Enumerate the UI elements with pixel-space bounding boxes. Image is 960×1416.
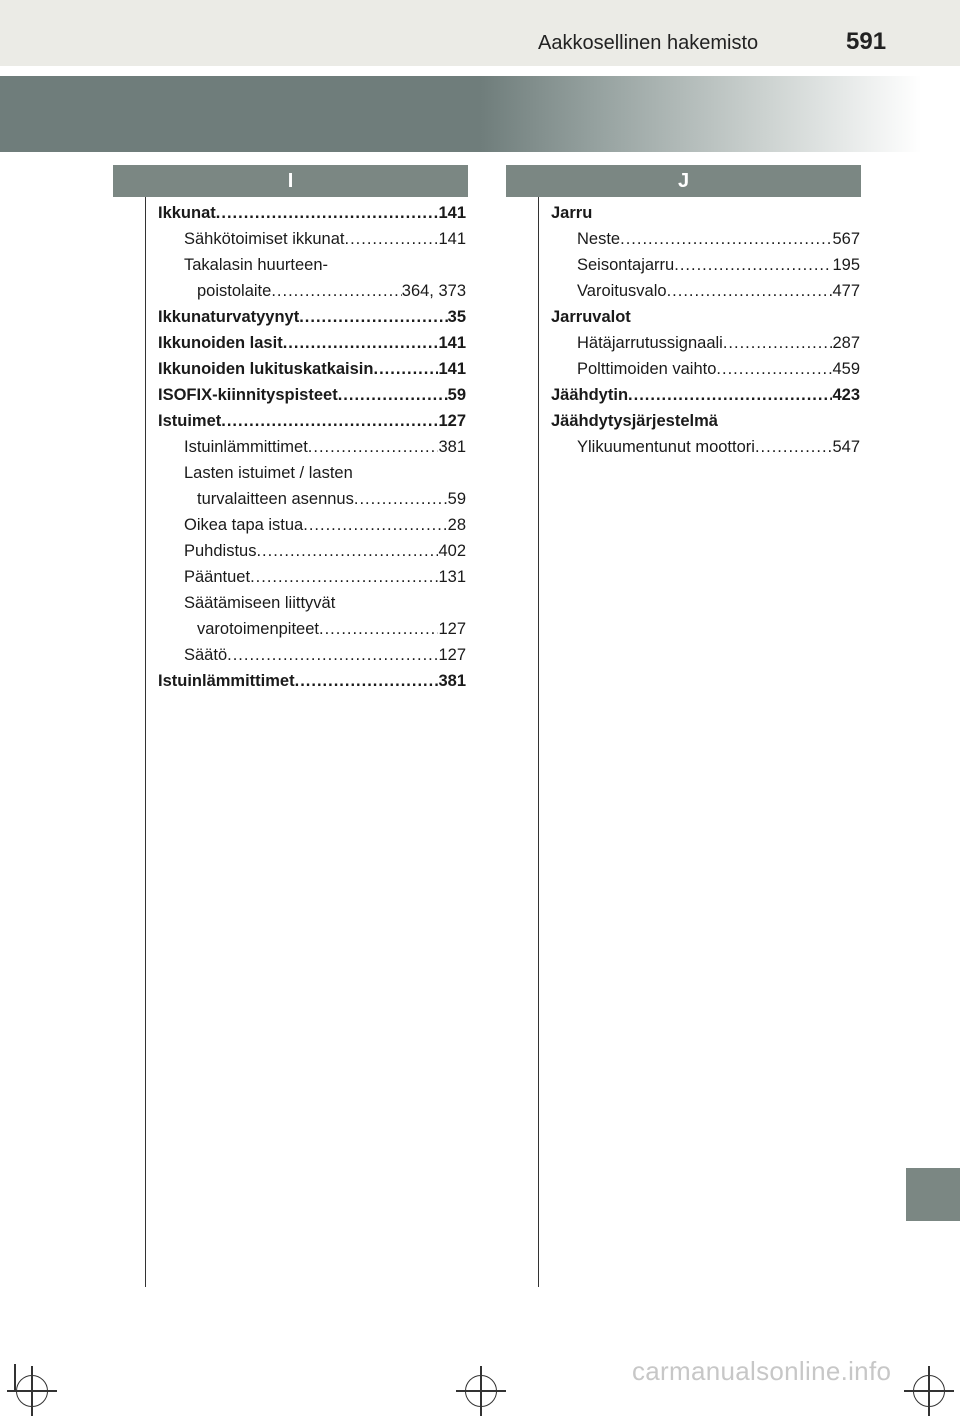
index-entry xyxy=(551,200,860,226)
dot-leader xyxy=(271,278,401,304)
index-page-ref: 28 xyxy=(447,516,466,534)
index-term: ISOFIX-kiinnityspisteet xyxy=(158,386,338,404)
index-page-ref: 59 xyxy=(447,490,466,508)
dot-leader xyxy=(345,226,439,252)
index-page-ref: 423 xyxy=(832,386,860,404)
column-rule-j xyxy=(538,197,539,1287)
index-entry xyxy=(158,382,466,408)
index-term: Takalasin huurteen- xyxy=(184,256,329,274)
index-entry xyxy=(158,278,466,304)
registration-mark-icon xyxy=(913,1375,945,1407)
page-number: 591 xyxy=(846,28,887,55)
index-entry xyxy=(158,434,466,460)
dot-leader xyxy=(216,200,439,226)
dot-leader xyxy=(256,538,438,564)
index-entry xyxy=(158,668,466,694)
index-term: Pääntuet xyxy=(184,568,251,586)
index-page-ref: 567 xyxy=(832,230,860,248)
index-term: turvalaitteen asennus xyxy=(197,490,354,508)
index-page-ref: 195 xyxy=(832,256,860,274)
index-page-ref: 141 xyxy=(438,334,466,352)
index-term: Jäähdytin xyxy=(551,386,629,404)
index-term: varotoimenpiteet xyxy=(197,620,319,638)
dot-leader xyxy=(283,330,439,356)
index-term: Ikkunat xyxy=(158,204,216,222)
index-column-i xyxy=(158,200,466,694)
index-term: Oikea tapa istua xyxy=(184,516,304,534)
dot-leader xyxy=(716,356,832,382)
index-page-ref: 141 xyxy=(438,230,466,248)
dot-leader xyxy=(674,252,832,278)
index-entry xyxy=(158,356,466,382)
index-page-ref: 131 xyxy=(438,568,466,586)
dot-leader xyxy=(620,226,832,252)
index-entry xyxy=(551,304,860,330)
index-page-ref: 402 xyxy=(438,542,466,560)
dot-leader xyxy=(319,616,438,642)
index-page-ref: 381 xyxy=(438,672,466,690)
dot-leader xyxy=(308,434,439,460)
dot-leader xyxy=(667,278,833,304)
index-entry xyxy=(158,460,466,486)
index-entry xyxy=(158,408,466,434)
section-banner xyxy=(0,76,960,152)
index-page-ref: 127 xyxy=(438,412,466,430)
dot-leader xyxy=(723,330,833,356)
dot-leader xyxy=(303,512,447,538)
index-page-ref: 127 xyxy=(438,646,466,664)
index-term: Istuinlämmittimet xyxy=(184,438,308,456)
index-term: Istuinlämmittimet xyxy=(158,672,295,690)
dot-leader xyxy=(628,382,832,408)
index-entry xyxy=(158,330,466,356)
dot-leader xyxy=(755,434,833,460)
index-entry xyxy=(551,382,860,408)
index-page-ref: 547 xyxy=(832,438,860,456)
index-page-ref: 141 xyxy=(438,360,466,378)
index-term: Jarru xyxy=(551,204,593,222)
index-term: Jäähdytysjärjestelmä xyxy=(551,412,718,430)
index-term: Jarruvalot xyxy=(551,308,631,326)
index-column-j xyxy=(551,200,860,460)
index-entry xyxy=(551,434,860,460)
dot-leader xyxy=(354,486,448,512)
registration-mark-icon xyxy=(16,1375,48,1407)
index-page-ref: 35 xyxy=(447,308,466,326)
index-entry xyxy=(158,564,466,590)
index-entry xyxy=(158,252,466,278)
index-entry xyxy=(551,278,860,304)
dot-leader xyxy=(295,668,439,694)
index-entry xyxy=(158,226,466,252)
index-term: Säätö xyxy=(184,646,228,664)
dot-leader xyxy=(373,356,438,382)
column-header-i: I xyxy=(113,165,468,197)
index-entry xyxy=(551,226,860,252)
dot-leader xyxy=(227,642,438,668)
page-title: Aakkosellinen hakemisto xyxy=(538,32,759,54)
index-entry xyxy=(158,616,466,642)
index-term: Sähkötoimiset ikkunat xyxy=(184,230,345,248)
index-term: Seisontajarru xyxy=(577,256,675,274)
dot-leader xyxy=(338,382,448,408)
index-entry xyxy=(551,408,860,434)
column-rule-i xyxy=(145,197,146,1287)
index-term: Hätäjarrutussignaali xyxy=(577,334,723,352)
index-term: Ikkunoiden lukituskatkaisin xyxy=(158,360,374,378)
index-term: Neste xyxy=(577,230,621,248)
index-term: Puhdistus xyxy=(184,542,257,560)
dot-leader xyxy=(221,408,438,434)
index-term: Polttimoiden vaihto xyxy=(577,360,717,378)
index-page-ref: 287 xyxy=(832,334,860,352)
column-header-j: J xyxy=(506,165,861,197)
top-band xyxy=(0,0,960,66)
index-term: Istuimet xyxy=(158,412,222,430)
index-page-ref: 59 xyxy=(447,386,466,404)
index-term: Säätämiseen liittyvät xyxy=(184,594,336,612)
index-page-ref: 141 xyxy=(438,204,466,222)
index-page-ref: 459 xyxy=(832,360,860,378)
index-page-ref: 364, 373 xyxy=(401,282,466,300)
index-page-ref: 381 xyxy=(438,438,466,456)
index-page-ref: 127 xyxy=(438,620,466,638)
dot-leader xyxy=(250,564,438,590)
watermark: carmanualsonline.info xyxy=(632,1356,892,1386)
index-entry xyxy=(158,200,466,226)
index-term: Ikkunaturvatyynyt xyxy=(158,308,300,326)
index-entry xyxy=(158,590,466,616)
index-entry xyxy=(551,330,860,356)
index-page-ref: 477 xyxy=(832,282,860,300)
index-term: poistolaite xyxy=(197,282,272,300)
index-entry xyxy=(551,252,860,278)
index-entry xyxy=(551,356,860,382)
registration-mark-icon xyxy=(465,1375,497,1407)
index-entry xyxy=(158,512,466,538)
index-entry xyxy=(158,486,466,512)
dot-leader xyxy=(299,304,447,330)
index-entry xyxy=(158,538,466,564)
index-term: Ikkunoiden lasit xyxy=(158,334,283,352)
index-term: Varoitusvalo xyxy=(577,282,667,300)
index-entry xyxy=(158,642,466,668)
index-term: Lasten istuimet / lasten xyxy=(184,464,353,482)
index-term: Ylikuumentunut moottori xyxy=(577,438,755,456)
section-tab xyxy=(906,1168,960,1221)
index-entry xyxy=(158,304,466,330)
